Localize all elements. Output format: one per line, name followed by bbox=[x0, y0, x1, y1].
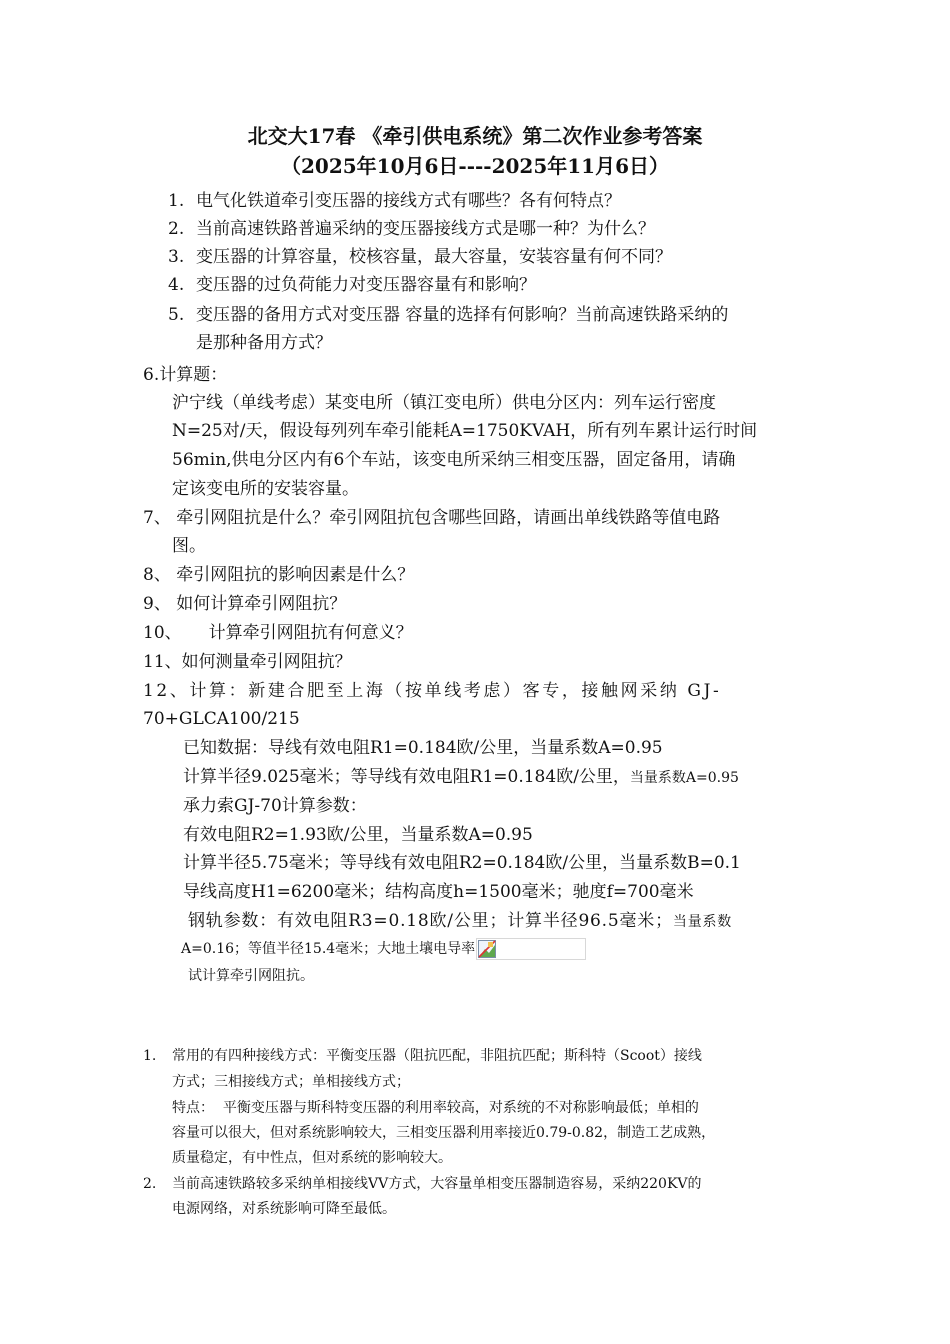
question-12-height: 导线高度H1=6200毫米；结构高度h=1500毫米；驰度f=700毫米 bbox=[183, 882, 694, 902]
question-7: 7、 牵引网阻抗是什么？牵引网阻抗包含哪些回路，请画出单线铁路等值电路 bbox=[143, 508, 721, 528]
question-7-cont: 图。 bbox=[172, 536, 206, 556]
question-12-rail-2: A=0.16；等值半径15.4毫米；大地土壤电导率 bbox=[181, 938, 586, 960]
question-12-head: 12、计算：新建合肥至上海（按单线考虑）客专，接触网采纳 GJ- bbox=[143, 681, 722, 701]
answer-1-line-2: 方式；三相接线方式；单相接线方式； bbox=[172, 1074, 410, 1090]
answer-2-line-1: 当前高速铁路较多采纳单相接线VV方式，大容量单相变压器制造容易，采纳220KV的 bbox=[172, 1176, 702, 1192]
document-title: 北交大17春 《牵引供电系统》第二次作业参考答案 bbox=[247, 124, 703, 148]
question-12-head-cont: 70+GLCA100/215 bbox=[143, 709, 300, 729]
question-5-cont: 是那种备用方式？ bbox=[196, 333, 332, 353]
question-11: 11、如何测量牵引网阻抗？ bbox=[143, 652, 352, 672]
answer-2-num: 2. bbox=[143, 1176, 157, 1192]
question-12-known-2: 计算半径9.025毫米；等导线有效电阻R1=0.184欧/公里，当量系数A=0.95 bbox=[183, 767, 739, 787]
answer-1-line-1: 常用的有四种接线方式：平衡变压器（阻抗匹配，非阻抗匹配；斯科特（Scoot）接线 bbox=[172, 1048, 702, 1064]
question-12-task: 试计算牵引网阻抗。 bbox=[188, 968, 314, 984]
question-12-messenger-1: 有效电阻R2=1.93欧/公里，当量系数A=0.95 bbox=[183, 825, 533, 845]
question-4: 4. 变压器的过负荷能力对变压器容量有和影响？ bbox=[168, 275, 536, 295]
question-12-messenger-2: 计算半径5.75毫米；等导线有效电阻R2=0.184欧/公里，当量系数B=0.1 bbox=[183, 853, 741, 873]
answer-1-line-5: 质量稳定，有中性点，但对系统的影响较大。 bbox=[172, 1150, 452, 1166]
question-3: 3. 变压器的计算容量，校核容量，最大容量，安装容量有何不同？ bbox=[168, 247, 672, 267]
answer-1-line-3: 特点： 平衡变压器与斯科特变压器的利用率较高，对系统的不对称影响最低；单相的 bbox=[172, 1100, 699, 1116]
question-6-label: 6.计算题： bbox=[143, 365, 228, 385]
question-6-line-3: 56min,供电分区内有6个车站，该变电所采纳三相变压器，固定备用，请确 bbox=[172, 450, 736, 470]
question-12-messenger: 承力索GJ-70计算参数： bbox=[183, 796, 367, 816]
question-9: 9、 如何计算牵引网阻抗？ bbox=[143, 594, 347, 614]
question-5: 5. 变压器的备用方式对变压器 容量的选择有何影响？当前高速铁路采纳的 bbox=[168, 305, 729, 325]
question-8: 8、 牵引网阻抗的影响因素是什么？ bbox=[143, 565, 415, 585]
question-2: 2. 当前高速铁路普遍采纳的变压器接线方式是哪一种？为什么？ bbox=[168, 219, 655, 239]
answer-1-num: 1. bbox=[143, 1048, 157, 1064]
question-6-line-2: N=25对/天，假设每列列车牵引能耗A=1750KVAH，所有列车累计运行时间 bbox=[172, 421, 758, 441]
date-range: （2025年10月6日----2025年11月6日） bbox=[280, 154, 670, 178]
question-6-line-1: 沪宁线（单线考虑）某变电所（镇江变电所）供电分区内：列车运行密度 bbox=[172, 393, 716, 413]
question-12-known-1: 已知数据：导线有效电阻R1=0.184欧/公里，当量系数A=0.95 bbox=[183, 738, 663, 758]
answer-1-line-4: 容量可以很大，但对系统影响较大，三相变压器利用率接近0.79-0.82，制造工艺成熟， bbox=[172, 1125, 716, 1141]
question-1: 1. 电气化铁道牵引变压器的接线方式有哪些？各有何特点？ bbox=[168, 191, 621, 211]
question-12-rail: 钢轨参数：有效电阻R3=0.18欧/公里；计算半径96.5毫米；当量系数 bbox=[188, 911, 733, 931]
question-6-line-4: 定该变电所的安装容量。 bbox=[172, 479, 359, 499]
question-10: 10、 计算牵引网阻抗有何意义？ bbox=[143, 623, 413, 643]
broken-image-icon bbox=[476, 938, 586, 960]
answer-2-line-2: 电源网络，对系统影响可降至最低。 bbox=[172, 1201, 396, 1217]
